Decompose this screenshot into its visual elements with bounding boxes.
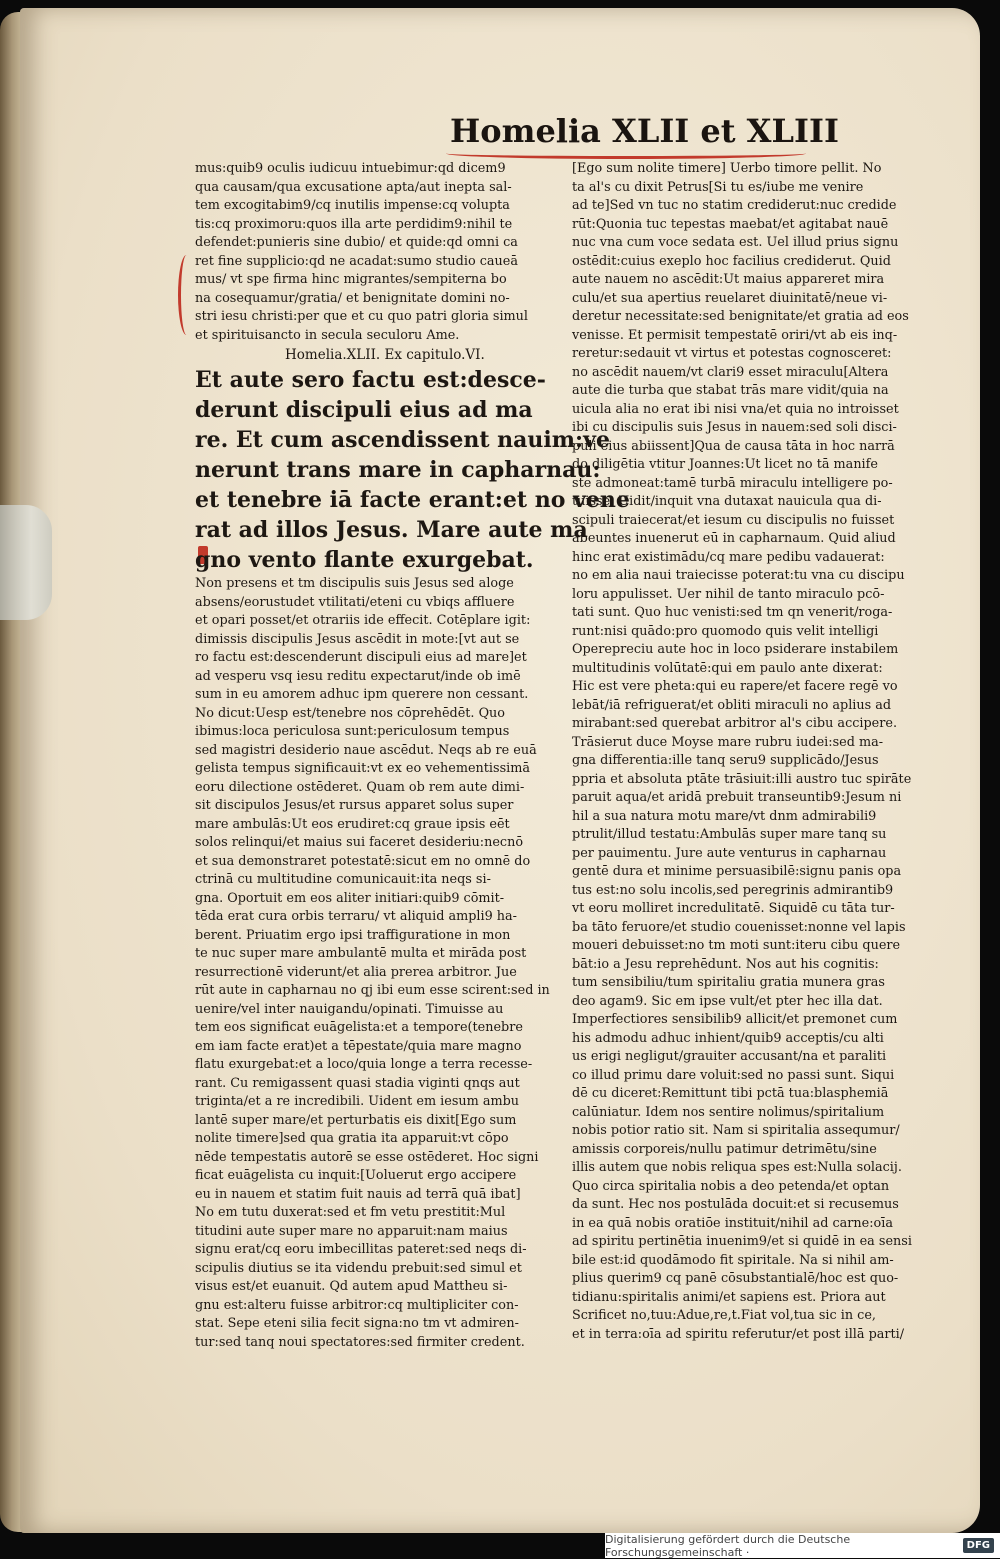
text-line: reretur:sedauit vt virtus et potestas cognosceret: (572, 346, 892, 361)
text-line: ad te]Sed vn tuc no statim crediderut:nuc credide (572, 198, 897, 213)
commentary-line: triginta/et a re incredibili. Uident em iesum ambu (195, 1094, 520, 1109)
gospel-line: re. Et cum ascendissent nauim:ve (195, 427, 610, 453)
text-line: defendet:punieris sine dubio/ et quide:qd omni ca (195, 235, 518, 250)
text-line: moueri debuisset:no tm moti sunt:iteru cibu quere (572, 938, 901, 953)
text-line: tis:cq proximoru:quos illa arte perdidim9:nihil te (195, 216, 513, 232)
text-line: Imperfectiores sensibilib9 allicit/et premonet cum (572, 1012, 898, 1027)
text-line: us erigi negligut/grauiter accusant/na et paraliti (572, 1049, 887, 1064)
text-line: rūt:Quonia tuc tepestas maebat/et agitabat nauē (572, 216, 889, 232)
text-line: abeuntes inuenerut eū in capharnaum. Quid aliud (572, 531, 896, 546)
text-line: plius querim9 cq panē cōsubstantialē/hoc est quo- (572, 1271, 899, 1286)
text-line: co illud primu dare voluit:sed no passi sunt. Siqui (572, 1067, 895, 1083)
commentary-line: ad vesperu vsq iesu reditu expectarut/inde ob imē (195, 668, 521, 684)
commentary-line: No dicut:Uesp est/tenebre nos cōprehēdēt. Quo (195, 705, 506, 721)
commentary-line: visus est/et euanuit. Qd autem apud Mattheu si- (195, 1279, 508, 1294)
commentary-line: mare ambulās:Ut eos erudiret:cq graue ipsis eēt (195, 816, 510, 832)
text-line: amissis corporeis/nullu patimur detrimētu/sine (572, 1141, 877, 1157)
commentary-line: tem eos significat euāgelista:et a tempore(tenebre (195, 1020, 523, 1035)
commentary-line: nēde tempestatis autorē se esse ostēderet. Hoc signi (195, 1149, 539, 1165)
text-line: ostēdit:cuius exeplo hoc facilius crediderut. Quid (572, 253, 891, 269)
left-top-block (195, 160, 563, 345)
text-line: dē cu diceret:Remittunt tibi pctā tua:blasphemiā (572, 1086, 889, 1101)
commentary-line: et opari posset/et otrariis ide effecit. Cotēplare igit: (195, 613, 531, 628)
text-line: paruit aqua/et aridā prebuit transeuntib9:Jesum ni (572, 790, 902, 805)
gospel-text-block (195, 365, 630, 575)
commentary-line: gna. Oportuit em eos aliter initiari:quib9 cōmit- (195, 890, 505, 906)
text-line: et in terra:oīa ad spiritu referutur/et post illā parti/ (572, 1326, 905, 1342)
commentary-line: lantē super mare/et perturbatis eis dixit[Ego sum (195, 1112, 517, 1128)
homily-heading: Homelia.XLII. Ex capitulo.VI. (285, 347, 485, 363)
text-line: vt eoru molliret incredulitatē. Siquidē cu tāta tur- (572, 901, 895, 916)
rubric-underline (446, 148, 806, 159)
commentary-line: tur:sed tanq noui spectatores:sed firmiter credent. (195, 1334, 525, 1350)
text-line: ad spiritu pertinētia inuenim9/et si quidē in ea sensi (572, 1234, 912, 1249)
text-line: calūniatur. Idem nos sentire nolimus/spiritalium (572, 1104, 885, 1120)
right-column (572, 160, 934, 1344)
commentary-line: uenire/vel inter nauigandu/opinati. Timuisse au (195, 1001, 504, 1017)
text-line: runt:nisi quādo:pro quomodo quis velit intelligi (572, 623, 879, 639)
text-line: aute nauem no ascēdit:Ut maius appareret mira (572, 272, 885, 287)
commentary-line: gnu est:alteru fuisse arbitror:cq multipliciter con- (195, 1297, 519, 1313)
commentary-line: em iam facte erat)et a tēpestate/quia mare magno (195, 1038, 522, 1054)
commentary-line: eoru dilectione ostēderet. Quam ob rem aute dimi- (195, 779, 525, 795)
commentary-line: flatu exurgebat:et a loco/quia longe a terra recesse- (195, 1057, 533, 1072)
commentary-line: titudini aute super mare no apparuit:nam maius (195, 1223, 508, 1239)
text-line: no em alia naui traiecisse poterat:tu vna cu discipu (572, 568, 905, 583)
text-line: hil a sua natura motu mare/vt dnm admirabili9 (572, 808, 877, 824)
text-line: his admodu adhuc inhient/quib9 acceptis/cu alti (572, 1030, 884, 1046)
text-line: da sunt. Hec nos postulāda docuit:et si recusemus (572, 1197, 899, 1212)
commentary-line: resurrectionē viderunt/et alia prerea arbitror. Jue (195, 964, 517, 980)
text-line: puli eius abiissent]Qua de causa tāta in hoc narrā (572, 438, 895, 454)
text-line: do diligētia vtitur Joannes:Ut licet no tā manife (572, 457, 878, 472)
commentary-line: eu in nauem et statim fuit nauis ad terrā quā ibat] (195, 1186, 521, 1202)
commentary-line: absens/eorustudet vtilitati/eteni cu vbiqs affluere (195, 594, 515, 610)
text-line: loru appulisset. Uer nihil de tanto miraculo pcō- (572, 586, 885, 602)
text-line: multitudinis volūtatē:qui em paulo ante dixerat: (572, 660, 883, 676)
commentary-line: ficat euāgelista cu inquit:[Uoluerut ergo accipere (195, 1168, 517, 1183)
text-line: culu/et sua apertius reuelaret diuinitatē/neue vi- (572, 290, 888, 306)
gospel-line: derunt discipuli eius ad ma (195, 397, 533, 423)
footer-credit: Digitalisierung gefördert durch die Deutsche Forschungsgemeinschaft · (605, 1532, 851, 1559)
commentary-line: scipulis diutius se ita videndu prebuit:sed simul et (195, 1260, 522, 1276)
commentary-line: tēda erat cura orbis terraru/ vt aliquid ampli9 ha- (195, 909, 518, 924)
text-line: nobis potior ratio sit. Nam si spiritalia assequmur/ (572, 1123, 900, 1138)
left-column (195, 160, 630, 1352)
text-line: Trāsierut duce Moyse mare rubru iudei:sed ma- (572, 734, 884, 750)
footer-credit-bar (605, 1533, 1000, 1558)
commentary-line: dimissis discipulis Jesus ascēdit in mote:[vt aut se (195, 631, 520, 647)
commentary-line: signu erat/cq eoru imbecillitas pateret:sed neqs di- (195, 1242, 527, 1257)
page-clip (0, 505, 52, 620)
text-line: scipuli traiecerat/et iesum cu discipulis no fuisset (572, 512, 895, 528)
text-line: uicula alia no erat ibi nisi vna/et quia no introisset (572, 401, 899, 417)
running-head-text: Homelia XLII et XLIII (450, 112, 839, 150)
text-line: tidianu:spiritalis animi/et sapiens est. Priora aut (572, 1289, 886, 1305)
text-line: na cosequamur/gratia/ et benignitate domini no- (195, 290, 510, 306)
commentary-line: berent. Priuatim ergo ipsi traffiguratione in mon (195, 927, 511, 943)
text-line: mus:quib9 oculis iudicuu intuebimur:qd dicem9 (195, 161, 506, 176)
commentary-block (195, 575, 563, 1352)
text-line: hinc erat existimādu/cq mare pedibu vadauerat: (572, 549, 885, 565)
text-line: tati sunt. Quo huc venisti:sed tm qn venerit/roga- (572, 605, 893, 620)
text-line: in ea quā nobis oratiōe instituit/nihil ad carne:oīa (572, 1215, 893, 1231)
text-line: ppria et absoluta ptāte trāsiuit:illi austro tuc spirāte (572, 771, 912, 787)
right-text-block (572, 160, 934, 1344)
rubric-bracket (178, 255, 195, 335)
commentary-line: ro factu est:descenderunt discipuli eius ad mare]et (195, 650, 527, 665)
text-line: ret fine supplicio:qd ne acadat:sumo studio caueā (195, 253, 518, 269)
commentary-line: sum in eu amorem adhuc ipm querere non cessant. (195, 687, 529, 702)
text-line: tum sensibiliu/tum spiritaliu gratia munera gras (572, 975, 885, 990)
commentary-line: sit discipulos Jesus/et rursus apparet solus super (195, 798, 514, 813)
gospel-line: nerunt trans mare in capharnau: (195, 457, 601, 483)
text-line: nuc vna cum voce sedata est. Uel illud prius signu (572, 235, 899, 250)
text-line: illis autem que nobis reliqua spes est:Nulla solacij. (572, 1160, 902, 1175)
commentary-line: et sua demonstraret potestatē:sicut em no omnē do (195, 853, 531, 869)
text-line: [Ego sum nolite timere] Uerbo timore pellit. No (572, 161, 882, 176)
text-line: mus/ vt spe firma hinc migrantes/sempiterna bo (195, 272, 507, 287)
text-line: qua causam/qua excusatione apta/aut inepta sal- (195, 179, 512, 195)
gospel-line: Et aute sero factu est:desce- (195, 367, 546, 393)
gospel-line: et tenebre iā facte erant:et no vene (195, 487, 630, 513)
commentary-line: te nuc super mare ambulantē multa et mirāda post (195, 946, 527, 961)
commentary-line: ctrinā cu multitudine comunicauit:ita neqs si- (195, 872, 491, 887)
text-line: per pauimentu. Jure aute venturus in capharnau (572, 845, 887, 861)
text-line: ta al's cu dixit Petrus[Si tu es/iube me venire (572, 179, 864, 195)
gospel-line: rat ad illos Jesus. Mare aute ma (195, 517, 588, 543)
commentary-line: ibimus:loca periculosa sunt:periculosum tempus (195, 724, 510, 739)
text-line: et spirituisancto in secula seculoru Ame. (195, 327, 460, 343)
running-head (450, 112, 839, 150)
commentary-line: Non presens et tm discipulis suis Jesus sed aloge (195, 576, 514, 591)
commentary-line: nolite timere]sed qua gratia ita apparuit:vt cōpo (195, 1131, 509, 1146)
commentary-line: stat. Sepe eteni silia fecit signa:no tm vt admiren- (195, 1316, 519, 1331)
text-line: gentē dura et minime persuasibilē:signu panis opa (572, 864, 902, 879)
text-line: bile est:id quodāmodo fit spiritale. Na si nihil am- (572, 1252, 894, 1268)
text-line: mirabant:sed querebat arbitror al's cibu accipere. (572, 716, 898, 731)
commentary-line: No em tutu duxerat:sed et fm vetu prestitit:Mul (195, 1205, 506, 1220)
text-line: aute die turba que stabat trās mare vidit/quia na (572, 383, 889, 398)
text-line: bāt:io a Jesu reprehēdunt. Nos aut his cognitis: (572, 956, 879, 972)
text-line: deretur necessitate:sed benignitate/et gratia ad eos (572, 309, 909, 324)
dfg-logo: DFG (963, 1538, 994, 1553)
text-line: gna differentia:ille tanq seru9 supplicādo/Jesus (572, 753, 879, 768)
text-line: venisse. Et permisit tempestatē oriri/vt ab eis inq- (572, 327, 898, 343)
text-line: tus est:no solu incolis,sed peregrinis admirantib9 (572, 882, 894, 898)
text-line: Scrificet no,tuu:Adue,re,t.Fiat vol,tua sic in ce, (572, 1308, 876, 1323)
text-line: deo agam9. Sic em ipse vult/et pter hec illa dat. (572, 993, 883, 1009)
text-line: Quo circa spiritalia nobis a deo petenda/et optan (572, 1178, 890, 1194)
text-line: ste admoneat:tamē turbā miraculu intelligere po- (572, 475, 893, 491)
text-line: lebāt/iā refriguerat/et obliti miraculi no aplius ad (572, 697, 892, 713)
commentary-line: solos relinqui/et maius sui faceret desideriu:necnō (195, 835, 524, 850)
text-line: no ascēdit nauem/vt clari9 esset miraculu[Altera (572, 364, 889, 380)
gospel-line: gno vento flante exurgebat. (195, 547, 534, 573)
text-line: tuisse. Uidit/inquit vna dutaxat nauicula qua di- (572, 494, 882, 509)
commentary-line: rūt aute in capharnau no qj ibi eum esse scirent:sed in (195, 983, 550, 998)
text-line: stri iesu christi:per que et cu quo patri gloria simul (195, 309, 529, 324)
text-line: Hic est vere pheta:qui eu rapere/et facere regē vo (572, 679, 898, 694)
commentary-line: gelista tempus significauit:vt ex eo vehementissimā (195, 761, 531, 776)
text-line: Operepreciu aute hoc in loco psiderare instabilem (572, 642, 899, 657)
text-line: ba tāto feruore/et studio couenisset:nonne vel lapis (572, 919, 906, 935)
text-line: ibi cu discipulis suis Jesus in nauem:sed soli disci- (572, 420, 897, 435)
text-line: ptrulit/illud testatu:Ambulās super mare tanq su (572, 827, 887, 842)
bleed-through-heading (200, 112, 420, 142)
text-line: tem excogitabim9/cq inutilis impense:cq volupta (195, 198, 510, 213)
commentary-line: rant. Cu remigassent quasi stadia viginti qnqs aut (195, 1075, 520, 1091)
commentary-line: sed magistri desiderio naue ascēdut. Neqs ab re euā (195, 742, 537, 758)
